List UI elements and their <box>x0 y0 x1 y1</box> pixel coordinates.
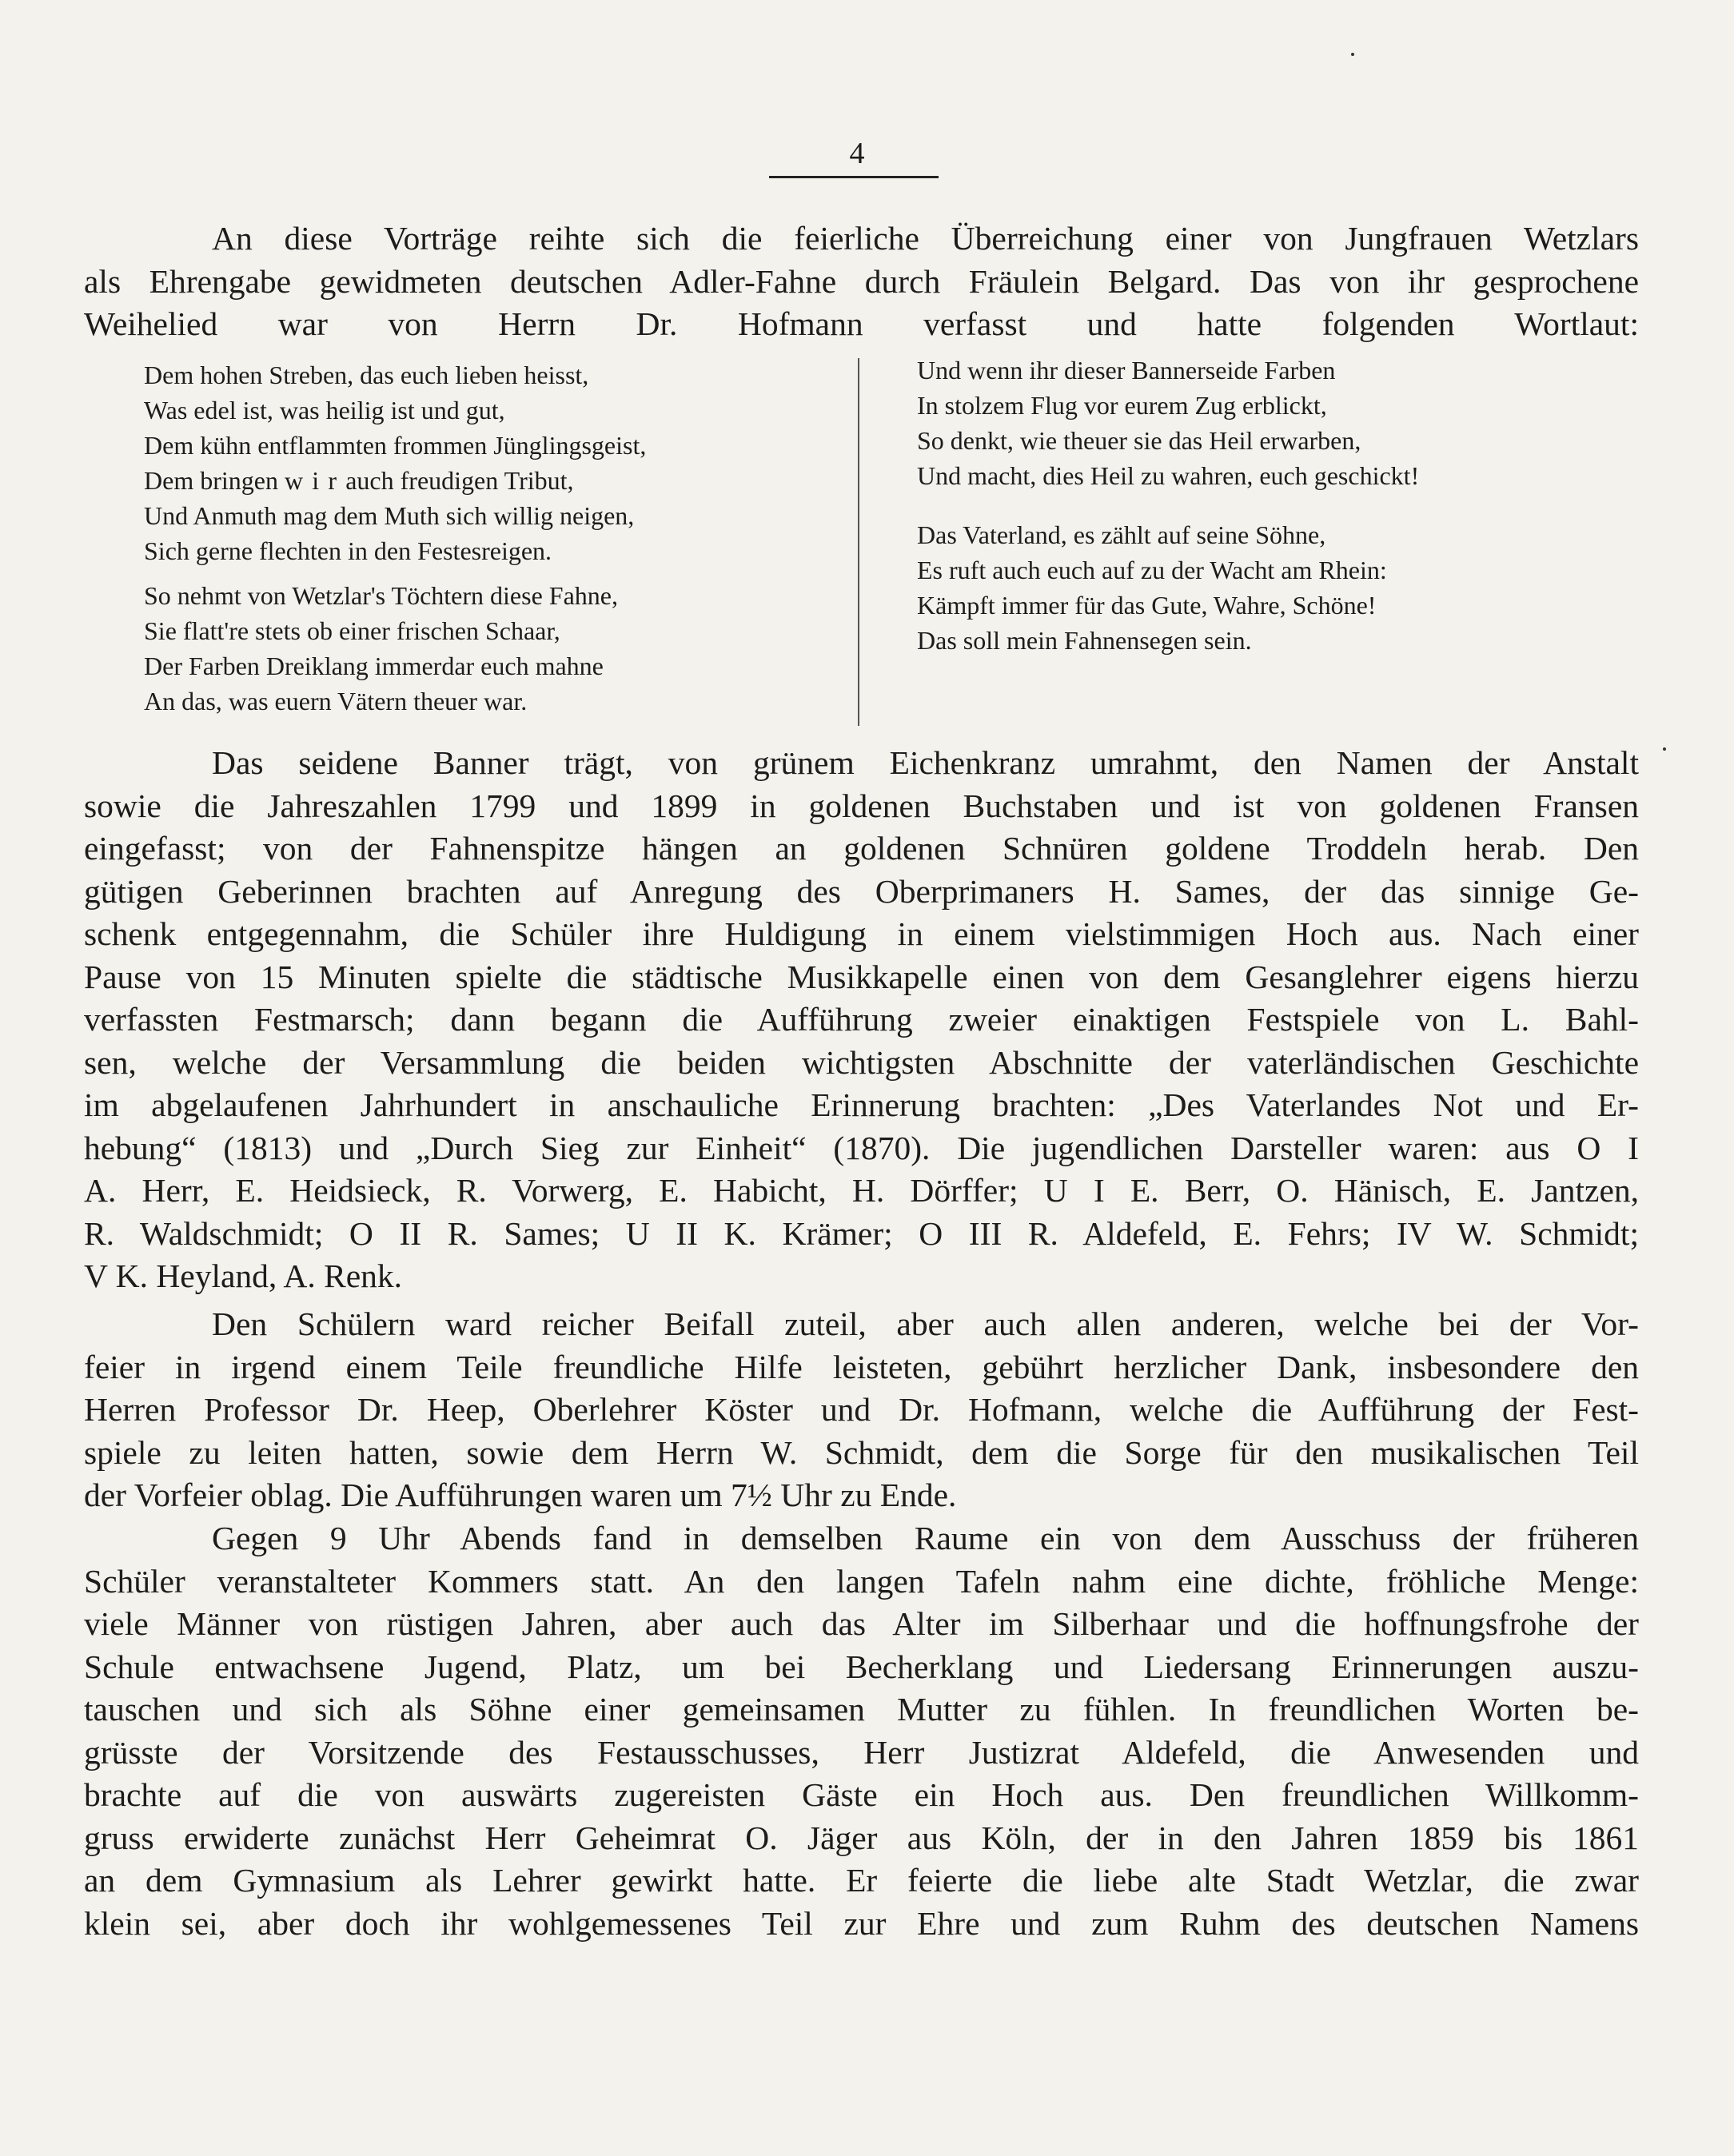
text-line: A. Herr, E. Heidsieck, R. Vorwerg, E. Habicht, H. Dörffer; U I E. Berr, O. Hänisch, E. Jantzen, <box>84 1172 1639 1209</box>
text-line: im abgelaufenen Jahrhundert in anschauliche Erinnerung brachten: „Des Vaterlandes Not und Er- <box>84 1086 1639 1123</box>
scan-speck <box>1351 53 1354 56</box>
poem-line: Und wenn ihr dieser Bannerseide Farben <box>917 356 1336 385</box>
poem-line: Es ruft auch euch auf zu der Wacht am Rhein: <box>917 556 1387 584</box>
poem-line: An das, was euern Vätern theuer war. <box>144 687 528 715</box>
text-line: hebung“ (1813) und „Durch Sieg zur Einheit“ (1870). Die jugendlichen Darsteller waren: aus O I <box>84 1129 1639 1166</box>
poem-right-column <box>917 352 1419 657</box>
poem-left-column <box>144 357 646 718</box>
poem-stanza <box>917 516 1419 657</box>
poem-line: Was edel ist, was heilig ist und gut, <box>144 396 505 424</box>
text-line: brachte auf die von auswärts zugereisten Gäste ein Hoch aus. Den freundlichen Willkomm- <box>84 1776 1639 1813</box>
text-line: feier in irgend einem Teile freundliche Hilfe leisteten, gebührt herzlicher Dank, insbesondere den <box>84 1348 1639 1385</box>
poem-line: Kämpft immer für das Gute, Wahre, Schöne! <box>917 591 1377 620</box>
text-line: Pause von 15 Minuten spielte die städtische Musikkapelle einen von dem Gesanglehrer eigens hierzu <box>84 958 1639 995</box>
text-line: als Ehrengabe gewidmeten deutschen Adler-Fahne durch Fräulein Belgard. Das von ihr gesprochene <box>84 262 1639 300</box>
poem-column-divider <box>858 358 859 726</box>
poem-line-part: Dem bringen <box>144 466 278 495</box>
page-number-rule <box>769 176 939 178</box>
text-line: der Vorfeier oblag. Die Aufführungen waren um 7½ Uhr zu Ende. <box>84 1477 957 1513</box>
banner-paragraph <box>84 742 1639 1298</box>
poem-line: Dem hohen Streben, das euch lieben heisst, <box>144 361 589 389</box>
text-line: verfassten Festmarsch; dann begann die Aufführung zweier einaktigen Festspiele von L. Bahl- <box>84 1001 1639 1038</box>
text-line: Herren Professor Dr. Heep, Oberlehrer Köster und Dr. Hofmann, welche die Aufführung der Fest- <box>84 1391 1639 1428</box>
text-line: viele Männer von rüstigen Jahren, aber auch das Alter im Silberhaar und die hoffnungsfrohe der <box>84 1605 1639 1642</box>
text-line: grüsste der Vorsitzende des Festausschusses, Herr Justizrat Aldefeld, die Anwesenden und <box>84 1733 1639 1771</box>
poem-line-part: auch freudigen Tribut, <box>345 466 574 495</box>
poem-line <box>144 462 646 497</box>
text-line: tauschen und sich als Söhne einer gemeinsamen Mutter zu fühlen. In freundlichen Worten be- <box>84 1691 1639 1728</box>
text-line: Schüler veranstalteter Kommers statt. An den langen Tafeln nahm eine dichte, fröhliche Menge: <box>84 1562 1639 1600</box>
text-line: Gegen 9 Uhr Abends fand in demselben Raume ein von dem Ausschuss der früheren <box>212 1520 1639 1556</box>
text-line: Den Schülern ward reicher Beifall zuteil, aber auch allen anderen, welche bei der Vor- <box>212 1305 1639 1342</box>
poem-line: Und Anmuth mag dem Muth sich willig neigen, <box>144 501 635 530</box>
text-line: an dem Gymnasium als Lehrer gewirkt hatte. Er feierte die liebe alte Stadt Wetzlar, die zwar <box>84 1862 1639 1899</box>
text-line: gruss erwiderte zunächst Herr Geheimrat O. Jäger aus Köln, der in den Jahren 1859 bis 1861 <box>84 1819 1639 1856</box>
text-line: Schule entwachsene Jugend, Platz, um bei Becherklang und Liedersang Erinnerungen auszu- <box>84 1648 1639 1685</box>
text-line: gütigen Geberinnen brachten auf Anregung des Oberprimaners H. Sames, der das sinnige Ge- <box>84 872 1639 910</box>
scan-speck <box>1663 747 1666 751</box>
thanks-paragraph <box>84 1303 1639 1517</box>
poem-line: Sie flatt're stets ob einer frischen Schaar, <box>144 616 560 645</box>
poem-line: Das Vaterland, es zählt auf seine Söhne, <box>917 520 1326 549</box>
poem-line: Der Farben Dreiklang immerdar euch mahne <box>144 652 604 680</box>
poem-stanza <box>144 357 646 568</box>
poem-line: Sich gerne flechten in den Festesreigen. <box>144 536 552 565</box>
poem-line: In stolzem Flug vor eurem Zug erblickt, <box>917 391 1327 420</box>
text-line: schenk entgegennahm, die Schüler ihre Huldigung in einem vielstimmigen Hoch aus. Nach einer <box>84 915 1639 952</box>
poem-line: So denkt, wie theuer sie das Heil erwarben, <box>917 426 1361 455</box>
text-line: sowie die Jahreszahlen 1799 und 1899 in goldenen Buchstaben und ist von goldenen Fransen <box>84 787 1639 824</box>
poem-line: Das soll mein Fahnensegen sein. <box>917 626 1252 655</box>
text-line: Das seidene Banner trägt, von grünem Eichenkranz umrahmt, den Namen der Anstalt <box>212 744 1639 781</box>
text-line: R. Waldschmidt; O II R. Sames; U II K. Krämer; O III R. Aldefeld, E. Fehrs; IV W. Schmidt; <box>84 1214 1639 1252</box>
emphasized-word: wir <box>284 466 346 495</box>
intro-paragraph <box>84 217 1639 346</box>
poem-stanza <box>917 352 1419 492</box>
poem-line: Dem kühn entflammten frommen Jünglingsgeist, <box>144 431 647 460</box>
page-number: 4 <box>849 137 865 170</box>
poem-line: So nehmt von Wetzlar's Töchtern diese Fahne, <box>144 581 618 610</box>
text-line: klein sei, aber doch ihr wohlgemessenes Teil zur Ehre und zum Ruhm des deutschen Namens <box>84 1904 1639 1942</box>
poem-stanza <box>144 577 646 718</box>
text-line: An diese Vorträge reihte sich die feierliche Überreichung einer von Jungfrauen Wetzlars <box>212 220 1639 257</box>
poem-line: Und macht, dies Heil zu wahren, euch geschickt! <box>917 461 1420 490</box>
text-line: spiele zu leiten hatten, sowie dem Herrn W. Schmidt, dem die Sorge für den musikalischen Teil <box>84 1433 1639 1471</box>
kommers-paragraph <box>84 1517 1639 1945</box>
text-line: Weihelied war von Herrn Dr. Hofmann verfasst und hatte folgenden Wortlaut: <box>84 305 1639 342</box>
text-line: eingefasst; von der Fahnenspitze hängen an goldenen Schnüren goldene Troddeln herab. Den <box>84 830 1639 867</box>
text-line: sen, welche der Versammlung die beiden wichtigsten Abschnitte der vaterländischen Geschichte <box>84 1043 1639 1081</box>
text-line: V K. Heyland, A. Renk. <box>84 1257 403 1294</box>
